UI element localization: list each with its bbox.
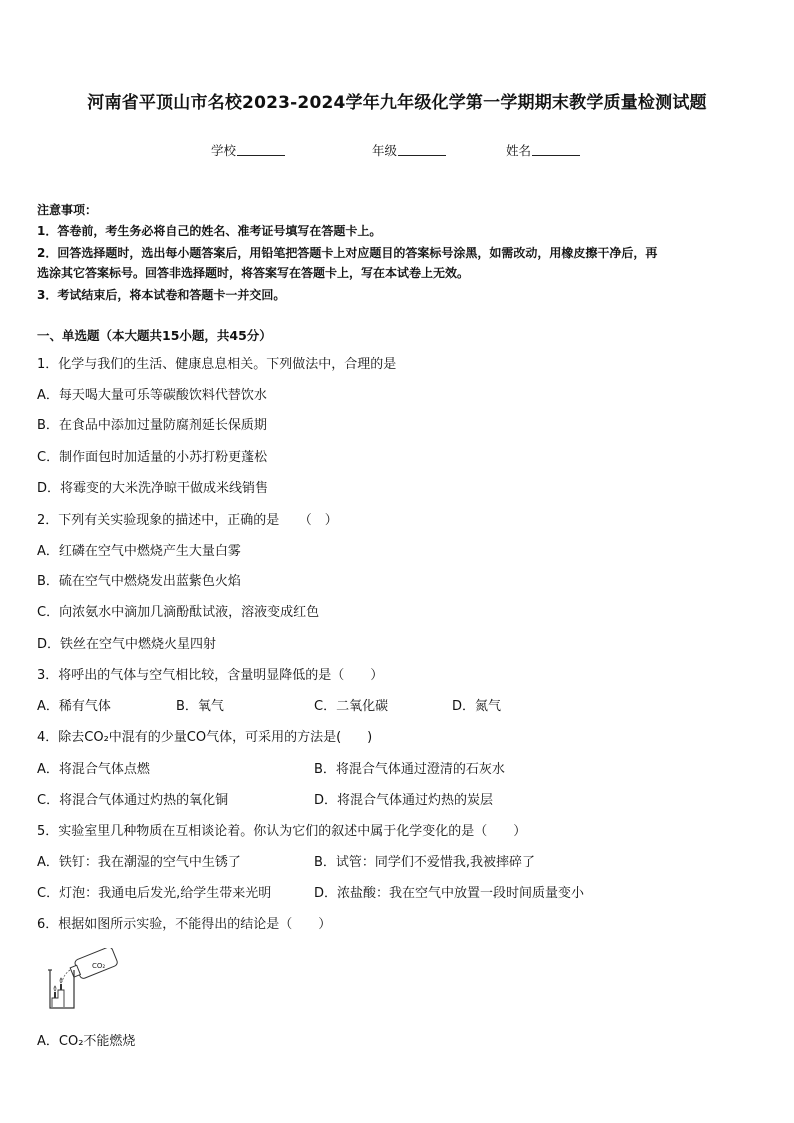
q4-option-c[interactable]: C．将混合气体通过灼热的氧化铜 xyxy=(37,793,229,808)
grade-blank[interactable] xyxy=(398,143,446,156)
q2-option-b[interactable]: B．硫在空气中燃烧发出蓝紫色火焰 xyxy=(37,574,241,589)
q1-option-a[interactable]: A．每天喝大量可乐等碳酸饮料代替饮水 xyxy=(37,388,267,403)
name-blank[interactable] xyxy=(532,143,580,156)
q4-option-d[interactable]: D．将混合气体通过灼热的炭层 xyxy=(314,793,494,808)
q2-option-a[interactable]: A．红磷在空气中燃烧产生大量白雾 xyxy=(37,544,241,559)
question-1-stem: 1．化学与我们的生活、健康息息相关。下列做法中，合理的是 xyxy=(37,357,397,372)
q3-option-c[interactable]: C．二氧化碳 xyxy=(314,699,389,714)
candle-low-icon xyxy=(54,992,56,998)
question-6-stem: 6．根据如图所示实验，不能得出的结论是（ ） xyxy=(37,917,332,932)
q1-option-d[interactable]: D．将霉变的大米洗净晾干做成米线销售 xyxy=(37,481,269,496)
q4-option-b[interactable]: B．将混合气体通过澄清的石灰水 xyxy=(314,762,505,777)
flame-high-icon xyxy=(60,978,62,983)
question-4-stem: 4．除去CO₂中混有的少量CO气体，可采用的方法是( ) xyxy=(37,730,373,745)
notice-item-3: 3．考试结束后，将本试卷和答题卡一并交回。 xyxy=(37,288,286,302)
beaker-candles-illustration xyxy=(40,948,120,1012)
notice-item-2-cont: 选涂其它答案标号。回答非选择题时，将答案写在答题卡上，写在本试卷上无效。 xyxy=(37,266,470,280)
school-blank[interactable] xyxy=(237,143,285,156)
q5-option-d[interactable]: D．浓盐酸：我在空气中放置一段时间质量变小 xyxy=(314,886,585,901)
question-5-stem: 5．实验室里几种物质在互相谈论着。你认为它们的叙述中属于化学变化的是（ ） xyxy=(37,824,527,839)
grade-label: 年级 xyxy=(372,143,398,158)
question-2-stem: 2．下列有关实验现象的描述中，正确的是 （ ） xyxy=(37,513,338,528)
notice-item-1: 1．答卷前，考生务必将自己的姓名、准考证号填写在答题卡上。 xyxy=(37,224,382,238)
q1-option-b[interactable]: B．在食品中添加过量防腐剂延长保质期 xyxy=(37,418,267,433)
co2-label: CO₂ xyxy=(92,962,106,970)
q3-option-d[interactable]: D．氮气 xyxy=(452,699,502,714)
experiment-figure xyxy=(40,948,120,1012)
q5-option-a[interactable]: A．铁钉：我在潮湿的空气中生锈了 xyxy=(37,855,241,870)
q4-option-a[interactable]: A．将混合气体点燃 xyxy=(37,762,150,777)
q3-option-a[interactable]: A．稀有气体 xyxy=(37,699,111,714)
stairs-icon xyxy=(52,990,64,1007)
section-heading: 一、单选题（本大题共15小题，共45分） xyxy=(37,328,272,343)
question-3-stem: 3．将呼出的气体与空气相比较，含量明显降低的是（ ） xyxy=(37,668,384,683)
q3-option-b[interactable]: B．氧气 xyxy=(176,699,224,714)
flame-low-icon xyxy=(54,986,56,991)
page-title: 河南省平顶山市名校2023-2024学年九年级化学第一学期期末教学质量检测试题 xyxy=(87,93,707,113)
candle-high-icon xyxy=(60,984,62,990)
q6-option-a[interactable]: A．CO₂不能燃烧 xyxy=(37,1034,136,1049)
q2-option-c[interactable]: C．向浓氨水中滴加几滴酚酞试液，溶液变成红色 xyxy=(37,605,320,620)
q1-option-c[interactable]: C．制作面包时加适量的小苏打粉更蓬松 xyxy=(37,450,268,465)
school-label: 学校 xyxy=(211,143,237,158)
q5-option-c[interactable]: C．灯泡：我通电后发光,给学生带来光明 xyxy=(37,886,272,901)
name-field[interactable] xyxy=(506,141,580,159)
grade-field[interactable] xyxy=(372,141,446,159)
name-label: 姓名 xyxy=(506,143,532,158)
q5-option-b[interactable]: B．试管：同学们不爱惜我,我被摔碎了 xyxy=(314,855,536,870)
school-field[interactable] xyxy=(211,141,285,159)
notice-heading: 注意事项： xyxy=(37,203,98,217)
q2-option-d[interactable]: D．铁丝在空气中燃烧火星四射 xyxy=(37,637,217,652)
notice-item-2: 2．回答选择题时，选出每小题答案后，用铅笔把答题卡上对应题目的答案标号涂黑，如需改动，用橡皮擦干净后，再 xyxy=(37,246,658,260)
